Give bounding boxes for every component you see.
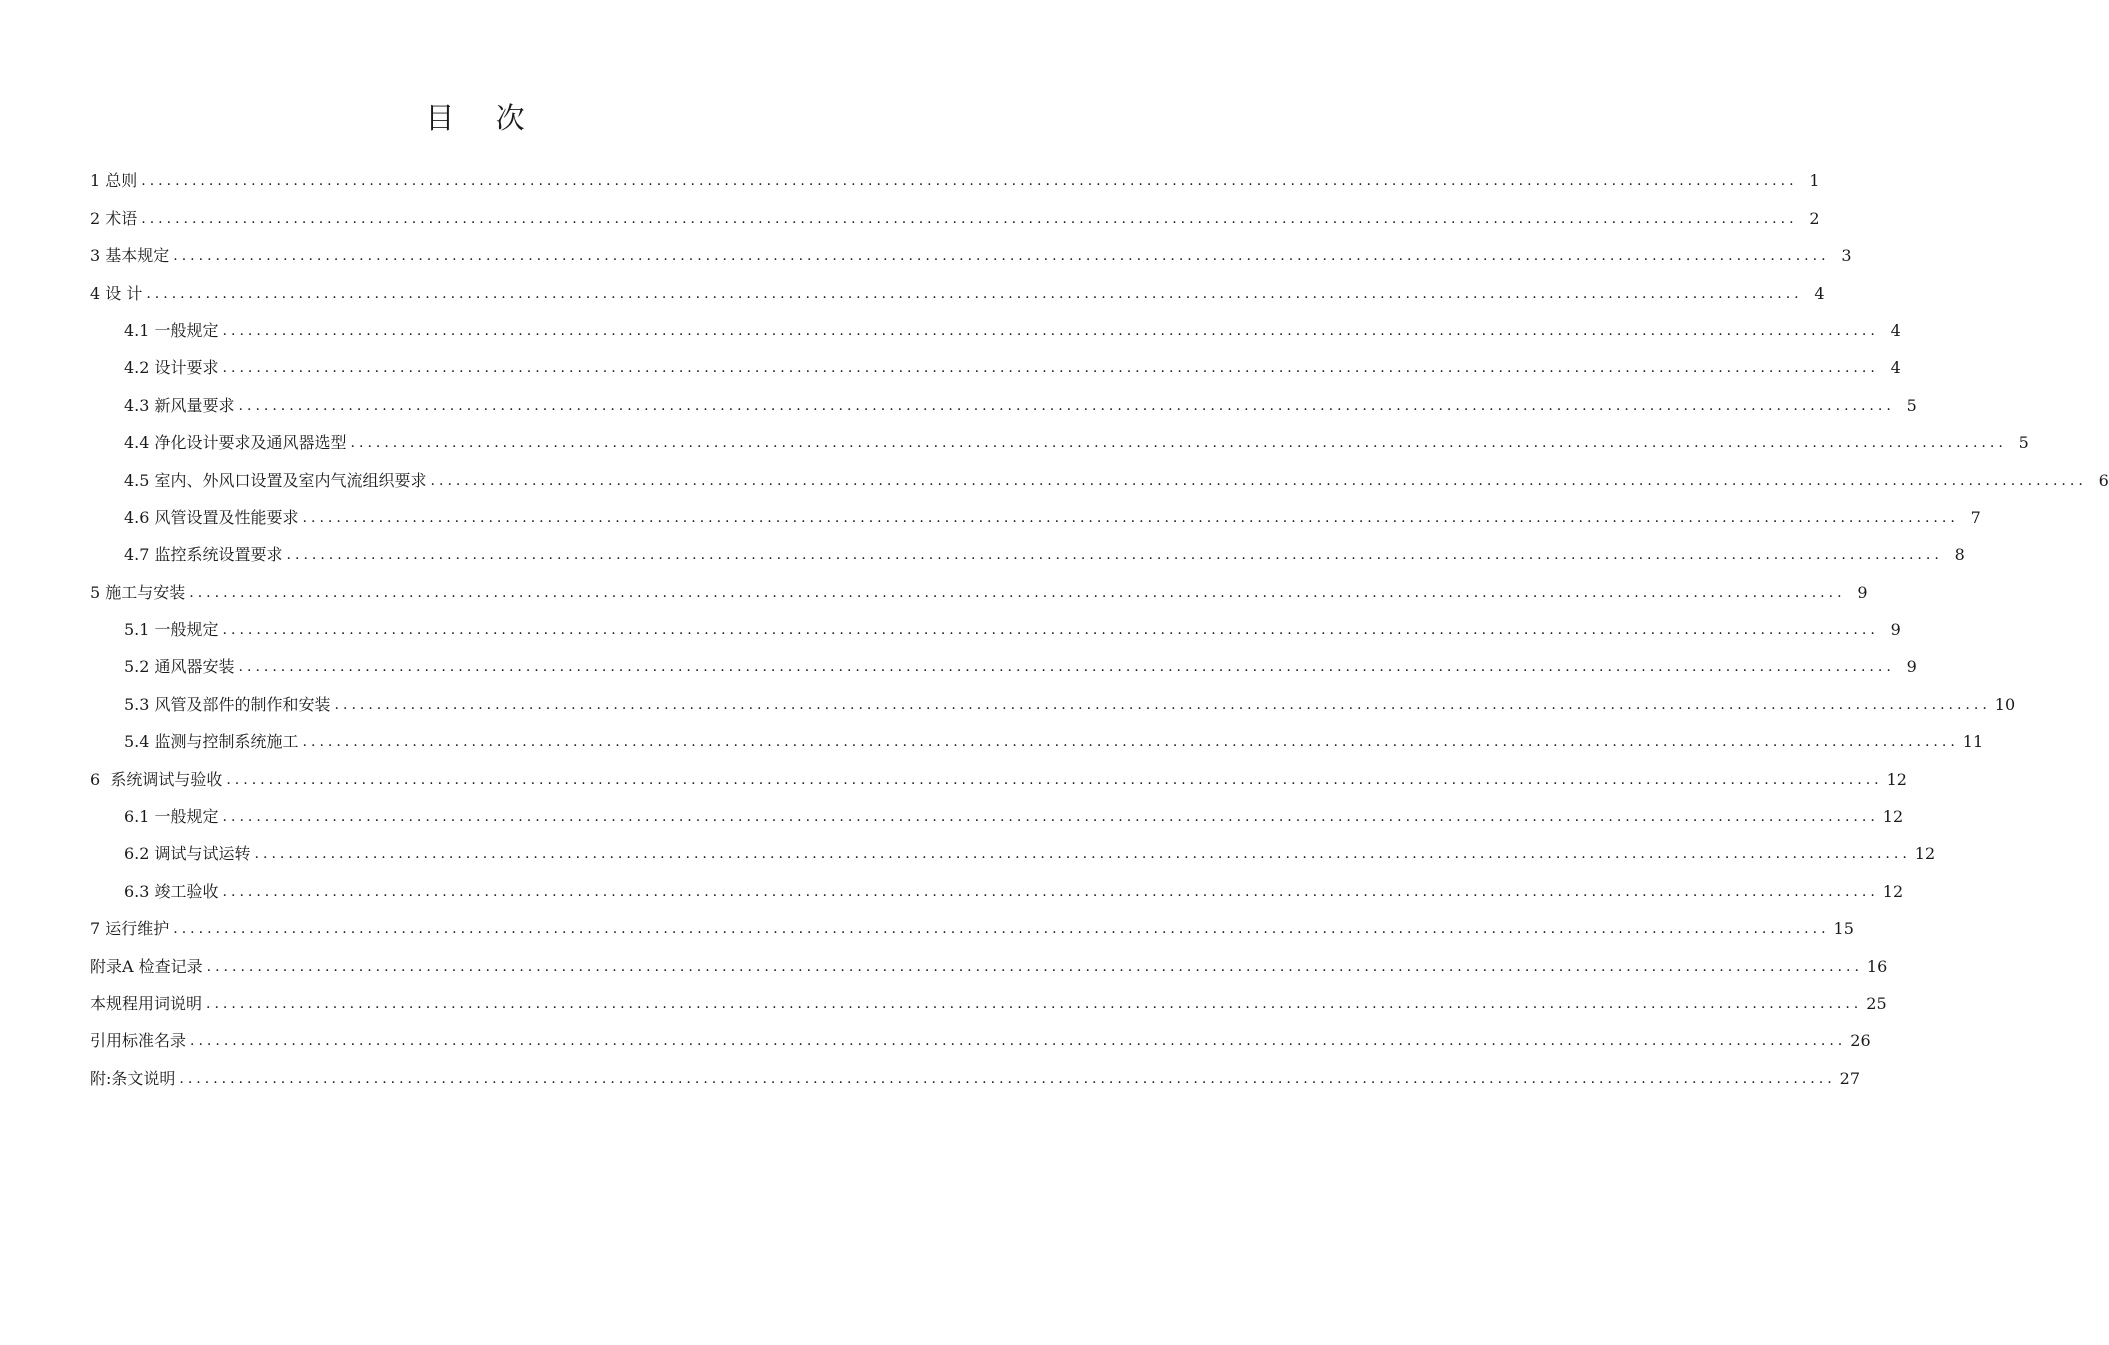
toc-entry-label: 附:条文说明 [90,1068,176,1088]
toc-entry-page: 9 [1906,657,1917,677]
toc-entry-label: 4.3 新风量要求 [124,395,235,415]
dot-leader: .................................................................................................................................................................................................... [222,809,1879,826]
toc-entry-page: 3 [1841,246,1852,266]
dot-leader: .................................................................................................................................................................................................... [302,734,1959,751]
table-of-contents [90,160,2109,1095]
toc-entry-label: 4.1 一般规定 [124,320,219,340]
toc-entry[interactable] [90,945,1888,982]
toc-entry-page: 4 [1814,283,1825,303]
toc-entry-label: 本规程用词说明 [90,993,203,1013]
toc-entry-label: 4.6 风管设置及性能要求 [124,507,299,527]
toc-entry-page: 5 [1906,395,1917,415]
dot-leader: .................................................................................................................................................................................................... [189,584,1846,601]
toc-entry[interactable] [90,160,1820,197]
dot-leader: .................................................................................................................................................................................................... [238,397,1895,414]
toc-entry-page: 9 [1857,582,1868,602]
toc-entry[interactable] [90,235,1852,272]
dot-leader: .................................................................................................................................................................................................... [190,1033,1847,1050]
toc-subentry[interactable] [90,833,1936,870]
dot-leader: .................................................................................................................................................................................................... [206,995,1863,1012]
toc-subentry[interactable] [90,459,2109,496]
dot-leader: .................................................................................................................................................................................................... [206,958,1863,975]
toc-entry[interactable] [90,1020,1871,1057]
toc-entry-label: 4.4 净化设计要求及通风器选型 [124,433,347,453]
dot-leader: .................................................................................................................................................................................................... [141,210,1798,227]
toc-entry[interactable] [90,197,1820,234]
toc-entry-page: 1 [1809,171,1820,191]
dot-leader: .................................................................................................................................................................................................... [173,921,1830,938]
toc-entry-label: 3 基本规定 [90,246,170,266]
toc-entry-label: 5.4 监测与控制系统施工 [124,732,299,752]
toc-entry-page: 9 [1890,620,1901,640]
toc-entry-page: 15 [1833,919,1854,939]
toc-entry-label: 5.2 通风器安装 [124,657,235,677]
toc-entry-page: 11 [1962,732,1984,752]
toc-subentry[interactable] [90,347,1901,384]
toc-entry-page: 16 [1866,956,1888,976]
toc-entry[interactable] [90,1057,1861,1094]
toc-entry-label: 2 术语 [90,208,138,228]
dot-leader: .................................................................................................................................................................................................... [238,659,1895,676]
toc-subentry[interactable] [90,796,1904,833]
toc-entry-page: 4 [1890,320,1901,340]
toc-entry[interactable] [90,983,1887,1020]
toc-entry-label: 4 设 计 [90,283,143,303]
dot-leader: .................................................................................................................................................................................................... [286,547,1943,564]
toc-entry-label: 附录A 检查记录 [90,956,203,976]
toc-entry-page: 8 [1954,545,1965,565]
dot-leader: .................................................................................................................................................................................................... [222,360,1879,377]
toc-entry-label: 6 系统调试与验收 [90,769,223,789]
toc-subentry[interactable] [90,609,1901,646]
toc-entry-label: 6.2 调试与试运转 [124,844,251,864]
toc-subentry[interactable] [90,310,1901,347]
toc-entry-page: 12 [1914,844,1936,864]
toc-entry-page: 27 [1839,1068,1861,1088]
dot-leader: .................................................................................................................................................................................................... [222,622,1879,639]
toc-entry-label: 7 运行维护 [90,919,170,939]
toc-subentry[interactable] [90,384,1917,421]
toc-entry-page: 5 [2018,433,2029,453]
toc-entry-label: 5.3 风管及部件的制作和安装 [124,694,331,714]
dot-leader: .................................................................................................................................................................................................... [334,696,1991,713]
toc-subentry[interactable] [90,683,2016,720]
toc-entry-label: 4.7 监控系统设置要求 [124,545,283,565]
dot-leader: .................................................................................................................................................................................................... [173,248,1830,265]
toc-entry-label: 4.5 室内、外风口设置及室内气流组织要求 [124,470,427,490]
toc-subentry[interactable] [90,870,1904,907]
toc-entry[interactable] [90,908,1854,945]
dot-leader: .................................................................................................................................................................................................... [141,173,1798,190]
toc-entry-page: 6 [2098,470,2109,490]
toc-entry-page: 26 [1850,1031,1871,1051]
dot-leader: .................................................................................................................................................................................................... [222,322,1879,339]
dot-leader: .................................................................................................................................................................................................... [226,771,1883,788]
toc-entry-label: 1 总则 [90,171,138,191]
dot-leader: .................................................................................................................................................................................................... [146,285,1803,302]
toc-entry-page: 12 [1882,807,1904,827]
toc-subentry[interactable] [90,721,1984,758]
toc-entry-label: 4.2 设计要求 [124,358,219,378]
dot-leader: .................................................................................................................................................................................................... [222,883,1879,900]
dot-leader: .................................................................................................................................................................................................... [254,846,1911,863]
toc-entry-page: 12 [1882,881,1904,901]
toc-subentry[interactable] [90,497,1981,534]
toc-entry-label: 5.1 一般规定 [124,620,219,640]
toc-entry-page: 12 [1886,769,1907,789]
toc-entry-page: 7 [1970,507,1981,527]
toc-entry[interactable] [90,758,1907,795]
toc-entry-label: 5 施工与安装 [90,582,186,602]
toc-entry-page: 10 [1994,694,2016,714]
page-title: 目 次 [425,101,541,135]
toc-entry[interactable] [90,272,1825,309]
toc-entry-page: 2 [1809,208,1820,228]
toc-entry[interactable] [90,571,1868,608]
dot-leader: .................................................................................................................................................................................................... [302,509,1959,526]
dot-leader: .................................................................................................................................................................................................... [430,472,2087,489]
dot-leader: .................................................................................................................................................................................................... [350,435,2007,452]
toc-entry-page: 25 [1866,993,1887,1013]
toc-subentry[interactable] [90,646,1917,683]
toc-entry-page: 4 [1890,358,1901,378]
toc-entry-label: 引用标准名录 [90,1031,187,1051]
toc-entry-label: 6.3 竣工验收 [124,881,219,901]
dot-leader: .................................................................................................................................................................................................... [179,1070,1836,1087]
toc-subentry[interactable] [90,422,2029,459]
toc-entry-label: 6.1 一般规定 [124,807,219,827]
toc-subentry[interactable] [90,534,1965,571]
